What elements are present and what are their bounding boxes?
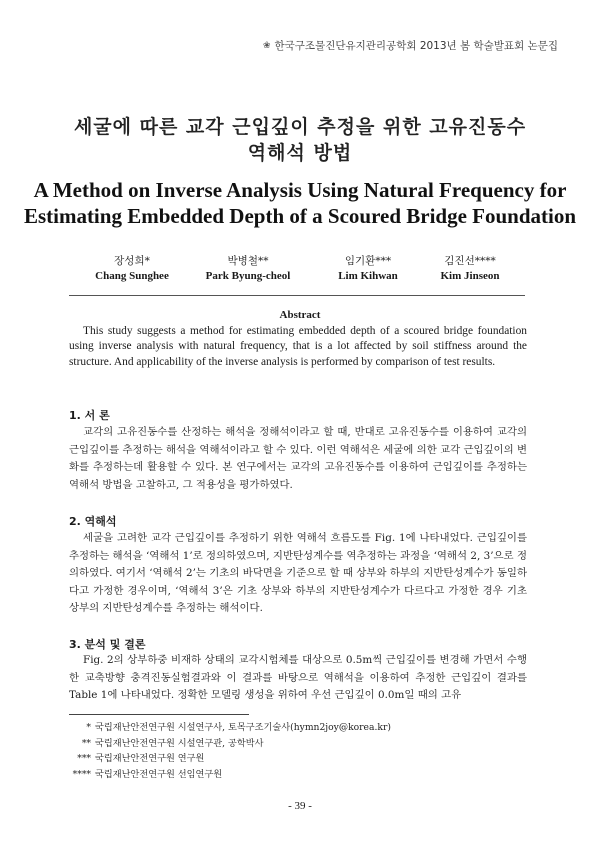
footnote bbox=[69, 767, 391, 783]
title-korean-line1: 세굴에 따른 교각 근입깊이 추정을 위한 고유진동수 bbox=[73, 116, 527, 138]
title-korean-line2: 역해석 방법 bbox=[247, 142, 353, 164]
author-name-english: Lim Kihwan bbox=[338, 270, 398, 282]
title-english-line2: Estimating Embedded Depth of a Scoured Bridge Foundation bbox=[23, 204, 577, 228]
author-name-korean: 임기환*** bbox=[344, 255, 392, 267]
footnote-mark: * bbox=[86, 722, 91, 733]
footnote-mark: **** bbox=[72, 768, 91, 780]
footnote bbox=[69, 720, 391, 736]
section-3-heading: 3. 분석 및 결론 bbox=[69, 638, 146, 651]
page-number: - 39 - bbox=[288, 800, 312, 812]
title-english-line1: A Method on Inverse Analysis Using Natural Frequency for bbox=[33, 178, 567, 202]
footnote-mark: ** bbox=[81, 737, 91, 749]
author-2 bbox=[188, 254, 308, 284]
author-name-korean: 김진선**** bbox=[444, 255, 496, 267]
section-2-heading: 2. 역해석 bbox=[69, 515, 117, 528]
author-name-korean: 장성희* bbox=[114, 255, 150, 267]
footnote bbox=[69, 736, 391, 752]
section-1-heading: 1. 서 론 bbox=[69, 409, 110, 422]
footnote-text: 국립재난안전연구원 시설연구관, 공학박사 bbox=[95, 737, 264, 749]
header-text: 한국구조물진단유지관리공학회 2013년 봄 학술발표회 논문집 bbox=[274, 40, 558, 52]
author-4 bbox=[410, 254, 530, 284]
footnote-divider bbox=[69, 714, 249, 715]
footnote-text: 국립재난안전연구원 선임연구원 bbox=[95, 768, 223, 780]
author-name-english: Park Byung-cheol bbox=[205, 270, 291, 282]
abstract-text: This study suggests a method for estimating embedded depth of a scoured bridge foundation using inverse analysis with natural frequency, that is a lot affected by soil stiffness around the structure. And applicability of the inverse analysis is performed by comparison of test results. bbox=[69, 325, 527, 368]
footnote-text: 국립재난안전연구원 연구원 bbox=[95, 753, 205, 764]
running-header bbox=[263, 38, 558, 53]
section-3-text: Fig. 2의 상부하중 비재하 상태의 교각시험체를 대상으로 0.5m씩 근입깊이를 변경해 가면서 수행한 교축방향 충격진동실험결과와 이 결과를 바탕으로 역해석을 이용하여 추정한 근입깊이 결과를 Table 1에 나타내었다. 정확한 모델링 생성을 위하여 우선 근입깊이 0.0m일 때의 고유 bbox=[69, 654, 527, 701]
flower-icon: ❀ bbox=[262, 40, 271, 51]
footnote bbox=[69, 751, 391, 767]
author-1 bbox=[72, 254, 192, 284]
author-name-english: Kim Jinseon bbox=[440, 270, 500, 282]
section-1-text: 교각의 고유진동수를 산정하는 해석을 정해석이라고 할 때, 반대로 고유진동수를 이용하여 교각의 근입깊이를 추정하는 해석을 역해석이라고 할 수 있다. 이런 역해석은 세굴에 의한 교각 근입깊이의 변화를 추정하는데 활용할 수 있다. 본 연구에서는 교각의 고유진동수를 이용하여 근입깊이를 추정하는 역해석 방법을 고찰하고, 그 적용성을 평가하였다. bbox=[69, 426, 527, 491]
author-name-korean: 박병철** bbox=[227, 255, 269, 267]
footnote-mark: *** bbox=[77, 753, 91, 764]
footnote-text: 국립재난안전연구원 시설연구사, 토목구조기술사(hymn2joy@korea.kr) bbox=[95, 722, 391, 733]
footnotes bbox=[69, 720, 391, 782]
abstract-heading: Abstract bbox=[279, 309, 321, 321]
header-divider bbox=[69, 295, 525, 296]
section-2-text: 세굴을 고려한 교각 근입깊이를 추정하기 위한 역해석 흐름도를 Fig. 1에 나타내었다. 근입깊이를 추정하는 해석을 ‘역해석 1’로 정의하였으며, 지반탄성계수를 역추정하는 과정을 ‘역해석 2, 3’으로 정의하였다. 여기서 ‘역해석 2’는 기초의 바닥면을 기준으로 할 때 상부와 하부의 지반탄성계수가 동일하다고 가정한 경우이며, ‘역해석 3’은 기초 상부와 하부의 지반탄성계수가 다르다고 가정한 경우 기초 상부의 지반탄성계수를 추정하는 해석이다. bbox=[69, 532, 527, 614]
author-name-english: Chang Sunghee bbox=[95, 270, 169, 282]
